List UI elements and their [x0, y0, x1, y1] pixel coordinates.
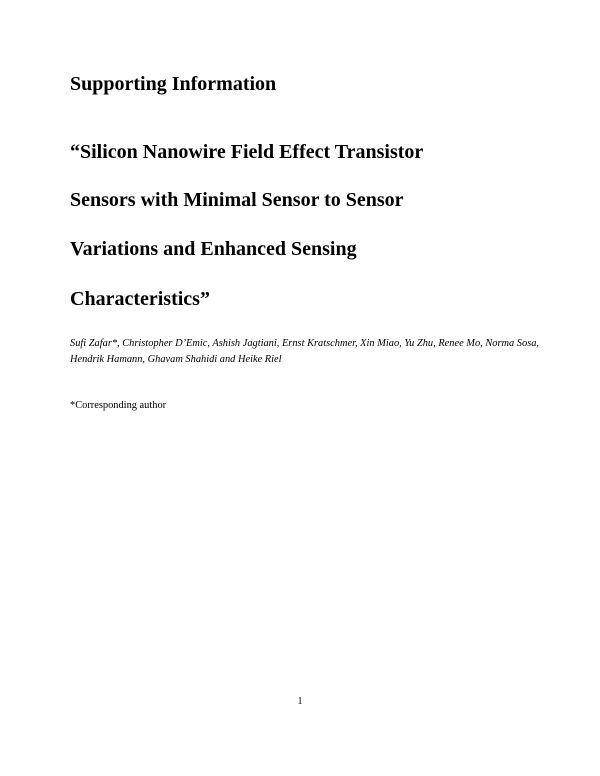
- page-number: 1: [297, 696, 303, 707]
- title-line-1: “Silicon Nanowire Field Effect Transistor: [70, 141, 424, 163]
- title-line-2: Sensors with Minimal Sensor to Sensor: [70, 189, 404, 211]
- corresponding-author-note: *Corresponding author: [70, 400, 167, 411]
- title-line-4: Characteristics”: [70, 288, 210, 310]
- section-heading: Supporting Information: [70, 73, 277, 95]
- title-line-3: Variations and Enhanced Sensing: [70, 238, 357, 260]
- author-list: Sufi Zafar*, Christopher D’Emic, Ashish Jagtiani, Ernst Kratschmer, Xin Miao, Yu Zhu, Renee Mo, Norma Sosa, Hendrik Hamann, Ghavam Shahidi and Heike Riel: [70, 338, 540, 365]
